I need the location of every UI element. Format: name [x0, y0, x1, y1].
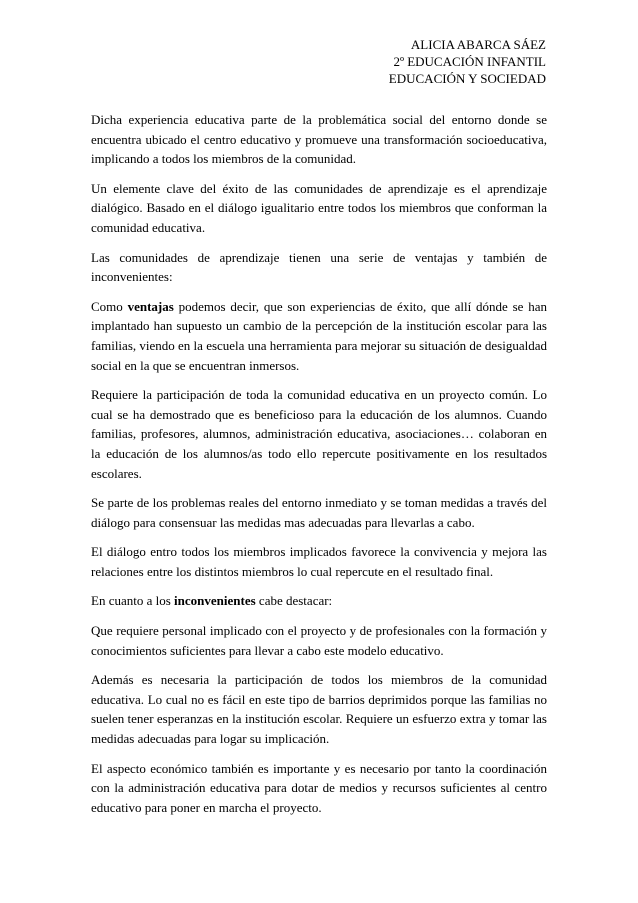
paragraph-10: Además es necesaria la participación de todos los miembros de la comunidad educativa. Lo cual no es fácil en este tipo de barrios deprimidos porque las familias no suelen tener esperanzas en la institución escolar. Requiere un esfuerzo extra y tomar las medidas adecuadas para logar su implicación. [91, 672, 547, 747]
header-subject: EDUCACIÓN Y SOCIEDAD [388, 71, 546, 86]
paragraph-4 [91, 297, 547, 375]
header-author: ALICIA ABARCA SÁEZ [410, 37, 546, 52]
paragraph-6: Se parte de los problemas reales del entorno inmediato y se toman medidas a través del diálogo para consensuar las medidas mas adecuadas para llevarlas a cabo. [91, 495, 547, 530]
paragraph-7: El diálogo entro todos los miembros implicados favorece la convivencia y mejora las relaciones entre los distintos miembros lo cual repercute en el resultado final. [91, 544, 547, 579]
ventajas-bold: ventajas [127, 298, 174, 314]
paragraph-2: Un elemente clave del éxito de las comunidades de aprendizaje es el aprendizaje dialógico. Basado en el diálogo igualitario entre todos los miembros que conforman la comunidad educativa. [91, 180, 547, 235]
paragraph-8-pre: En cuanto a los [91, 593, 175, 609]
paragraph-4-pre: Como [91, 298, 128, 314]
paragraph-1: Dicha experiencia educativa parte de la problemática social del entorno donde se encuentra ubicado el centro educativo y promueve una transformación socioeducativa, implicando a todos los miembros de la comunidad. [91, 112, 547, 167]
paragraph-8 [91, 591, 547, 611]
header-course: 2º EDUCACIÓN INFANTIL [393, 54, 546, 69]
document-header [389, 36, 546, 87]
paragraph-8-post: cabe destacar: [255, 593, 333, 609]
paragraph-3: Las comunidades de aprendizaje tienen una serie de ventajas y también de inconvenientes: [91, 249, 547, 285]
document-body [91, 110, 547, 827]
paragraph-9: Que requiere personal implicado con el proyecto y de profesionales con la formación y conocimientos suficientes para llevar a cabo este modelo educativo. [91, 623, 547, 658]
paragraph-4-post: podemos decir, que son experiencias de éxito, que allí dónde se han implantado han supuesto un cambio de la percepción de la institución escolar para las familias, viendo en la escuela una herramienta para mejorar su situación de desigualdad social en la que se encuentran inmersos. [91, 298, 547, 373]
paragraph-11: El aspecto económico también es importante y es necesario por tanto la coordinación con la administración educativa para dotar de medios y recursos suficientes al centro educativo para poner en marcha el proyecto. [91, 760, 547, 815]
inconvenientes-bold: inconvenientes [174, 593, 256, 609]
paragraph-5: Requiere la participación de toda la comunidad educativa en un proyecto común. Lo cual se ha demostrado que es beneficioso para la educación de los alumnos. Cuando familias, profesores, alumnos, administración educativa, asociaciones… colaboran en la educación de los alumnos/as todo ello repercute positivamente en los resultados escolares. [91, 387, 547, 481]
